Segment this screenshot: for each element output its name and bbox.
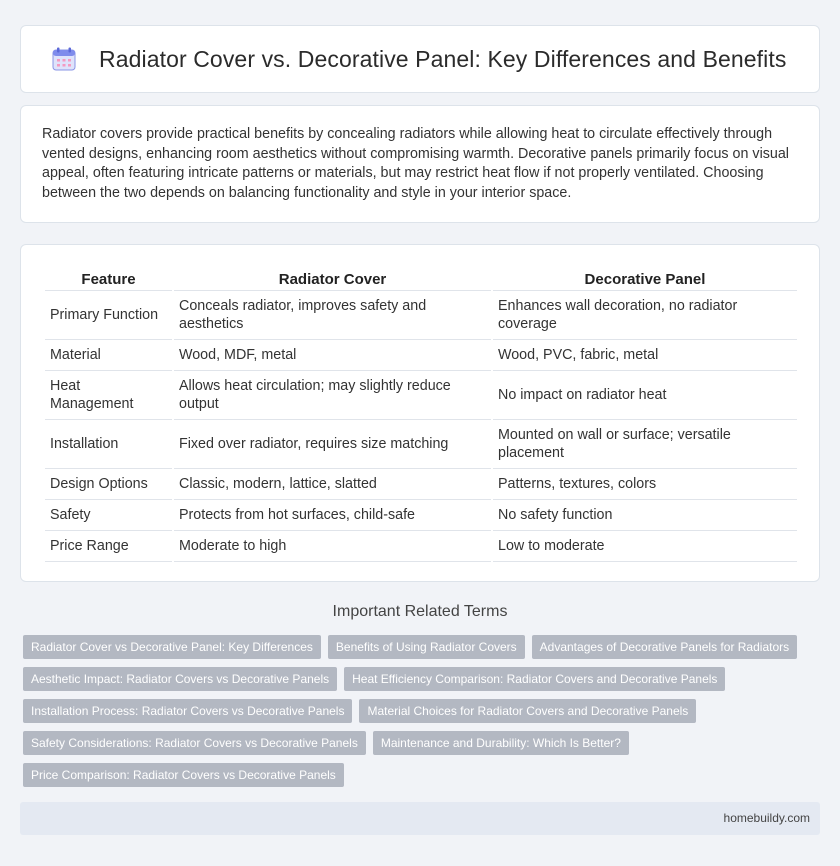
table-row xyxy=(45,340,797,371)
radiator-cover-cell: Protects from hot surfaces, child-safe xyxy=(174,500,491,531)
decorative-panel-cell: Mounted on wall or surface; versatile placement xyxy=(493,420,797,469)
related-term-tag[interactable]: Price Comparison: Radiator Covers vs Decorative Panels xyxy=(23,763,344,787)
decorative-panel-cell: Patterns, textures, colors xyxy=(493,469,797,500)
radiator-cover-cell: Classic, modern, lattice, slatted xyxy=(174,469,491,500)
decorative-panel-cell: No safety function xyxy=(493,500,797,531)
table-row xyxy=(45,291,797,340)
related-term-tag[interactable]: Safety Considerations: Radiator Covers vs Decorative Panels xyxy=(23,731,366,755)
column-header-decorative-panel: Decorative Panel xyxy=(493,265,797,291)
footer xyxy=(20,802,820,835)
column-header-radiator-cover: Radiator Cover xyxy=(174,265,491,291)
summary-card xyxy=(20,105,820,223)
related-term-tag[interactable]: Material Choices for Radiator Covers and Decorative Panels xyxy=(359,699,696,723)
feature-cell: Material xyxy=(45,340,172,371)
header-card xyxy=(20,25,820,93)
feature-cell: Heat Management xyxy=(45,371,172,420)
related-term-tag[interactable]: Benefits of Using Radiator Covers xyxy=(328,635,525,659)
table-row xyxy=(45,371,797,420)
table-row xyxy=(45,500,797,531)
page-title: Radiator Cover vs. Decorative Panel: Key Differences and Benefits xyxy=(99,45,787,72)
feature-cell: Design Options xyxy=(45,469,172,500)
related-term-tag[interactable]: Radiator Cover vs Decorative Panel: Key Differences xyxy=(23,635,321,659)
comparison-table-card xyxy=(20,244,820,582)
radiator-cover-cell: Conceals radiator, improves safety and aesthetics xyxy=(174,291,491,340)
table-row xyxy=(45,420,797,469)
table-header-row xyxy=(45,265,797,291)
feature-cell: Safety xyxy=(45,500,172,531)
related-term-tag[interactable]: Maintenance and Durability: Which Is Better? xyxy=(373,731,629,755)
decorative-panel-cell: Enhances wall decoration, no radiator coverage xyxy=(493,291,797,340)
summary-text: Radiator covers provide practical benefits by concealing radiators while allowing heat to circulate effectively through vented designs, enhancing room aesthetics without compromising warmth. Decorative panels primarily focus on visual appeal, often featuring intricate patterns or materials, but may restrict heat flow if not properly ventilated. Choosing between the two depends on balancing functionality and style in your interior space. xyxy=(42,126,789,201)
related-term-tag[interactable]: Advantages of Decorative Panels for Radiators xyxy=(532,635,797,659)
table-row xyxy=(45,531,797,562)
table-row xyxy=(45,469,797,500)
radiator-cover-cell: Wood, MDF, metal xyxy=(174,340,491,371)
decorative-panel-cell: No impact on radiator heat xyxy=(493,371,797,420)
related-terms-heading: Important Related Terms xyxy=(332,603,508,620)
decorative-panel-cell: Low to moderate xyxy=(493,531,797,562)
radiator-cover-cell: Allows heat circulation; may slightly reduce output xyxy=(174,371,491,420)
radiator-cover-cell: Moderate to high xyxy=(174,531,491,562)
footer-site-link[interactable]: homebuildy.com xyxy=(723,811,810,825)
related-term-tag[interactable]: Aesthetic Impact: Radiator Covers vs Decorative Panels xyxy=(23,667,337,691)
comparison-table xyxy=(43,265,799,562)
calendar-icon xyxy=(51,46,77,72)
related-terms-list xyxy=(23,635,823,787)
column-header-feature: Feature xyxy=(45,265,172,291)
decorative-panel-cell: Wood, PVC, fabric, metal xyxy=(493,340,797,371)
feature-cell: Price Range xyxy=(45,531,172,562)
feature-cell: Installation xyxy=(45,420,172,469)
related-term-tag[interactable]: Installation Process: Radiator Covers vs Decorative Panels xyxy=(23,699,352,723)
feature-cell: Primary Function xyxy=(45,291,172,340)
radiator-cover-cell: Fixed over radiator, requires size matching xyxy=(174,420,491,469)
related-term-tag[interactable]: Heat Efficiency Comparison: Radiator Covers and Decorative Panels xyxy=(344,667,725,691)
